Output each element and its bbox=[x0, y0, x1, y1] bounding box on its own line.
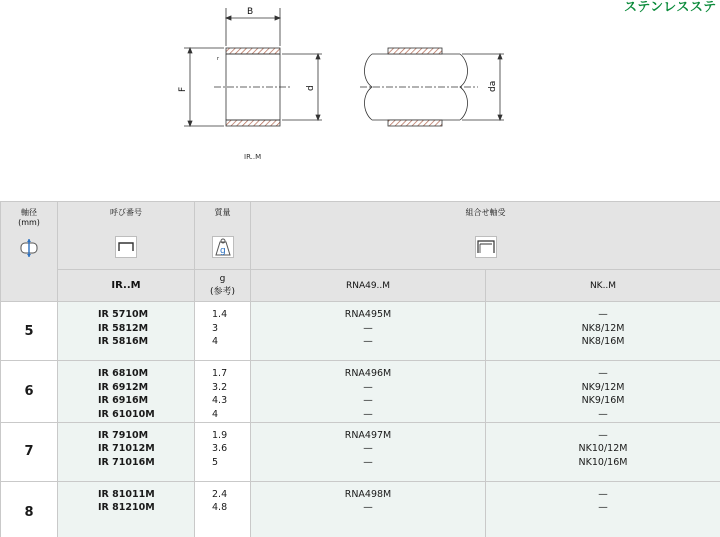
header-shaft-diameter bbox=[1, 202, 58, 302]
designation-value: IR 6916M bbox=[98, 395, 149, 407]
spec-table bbox=[0, 201, 720, 537]
mass-value: 2.4 bbox=[212, 488, 228, 500]
shaft-diameter-cell: 7 bbox=[1, 422, 58, 481]
nk-bearing-cell bbox=[486, 481, 720, 537]
designation-value: IR 81011M bbox=[98, 488, 155, 500]
header-combined-bearing bbox=[251, 202, 720, 270]
weight-icon bbox=[212, 236, 234, 258]
brand-text: ステンレスステ bbox=[624, 0, 717, 15]
nk-bearing-value: NK9/16M bbox=[581, 395, 625, 407]
header-designation-label: 呼び番号 bbox=[110, 208, 142, 217]
mass-value: 3.2 bbox=[212, 381, 228, 393]
subheader-designation: IR..M bbox=[58, 270, 195, 302]
header-mass bbox=[195, 202, 251, 270]
drawing-caption: IR..M bbox=[244, 153, 262, 161]
designation-value: IR 5812M bbox=[98, 322, 149, 334]
shaft-diameter-cell: 6 bbox=[1, 361, 58, 423]
nk-bearing-value: NK8/16M bbox=[581, 336, 625, 348]
rna-bearing-value: — bbox=[363, 457, 373, 469]
mass-cell bbox=[195, 302, 251, 361]
rna-bearing-cell bbox=[251, 302, 486, 361]
designation-cell bbox=[58, 302, 195, 361]
dim-da-label: da bbox=[488, 80, 498, 92]
dim-d-label: d bbox=[306, 85, 316, 91]
dim-f-label: F bbox=[178, 86, 188, 92]
designation-value: IR 71016M bbox=[98, 457, 155, 469]
designation-value: IR 71012M bbox=[98, 443, 155, 455]
header-shaft-label: 軸径 bbox=[21, 208, 37, 217]
table-row bbox=[1, 361, 720, 423]
header-shaft-unit: (mm) bbox=[18, 218, 40, 227]
nk-bearing-value: — bbox=[598, 502, 608, 514]
mass-cell bbox=[195, 481, 251, 537]
mass-value: 1.9 bbox=[212, 429, 228, 441]
designation-cell bbox=[58, 361, 195, 423]
nk-bearing-value: — bbox=[598, 368, 608, 379]
mass-value: 4 bbox=[212, 409, 219, 421]
nk-bearing-cell bbox=[486, 361, 720, 423]
rna-bearing-value: RNA497M bbox=[344, 429, 392, 441]
rna-bearing-value: — bbox=[363, 381, 373, 393]
shaft-diameter-cell: 8 bbox=[1, 481, 58, 537]
nk-bearing-value: NK8/12M bbox=[581, 322, 625, 334]
rna-bearing-cell bbox=[251, 422, 486, 481]
designation-value: IR 6912M bbox=[98, 381, 149, 393]
designation-cell bbox=[58, 481, 195, 537]
designation-value: IR 5816M bbox=[98, 336, 149, 348]
mass-value: 1.4 bbox=[212, 309, 228, 320]
rna-bearing-value: — bbox=[363, 409, 373, 421]
subheader-mass-note: (参考) bbox=[209, 287, 236, 297]
mass-cell bbox=[195, 422, 251, 481]
rna-bearing-value: RNA498M bbox=[344, 488, 392, 500]
mass-value: 4 bbox=[212, 336, 219, 348]
svg-text:g: g bbox=[219, 246, 226, 256]
shaft-diameter-icon bbox=[18, 237, 40, 259]
table-row bbox=[1, 422, 720, 481]
designation-value: IR 6810M bbox=[98, 368, 149, 379]
mass-value: 3.6 bbox=[212, 443, 228, 455]
subheader-mass bbox=[195, 270, 251, 302]
table-row bbox=[1, 302, 720, 361]
inner-ring-drawing bbox=[0, 0, 720, 200]
rna-bearing-cell bbox=[251, 361, 486, 423]
mass-value: 4.8 bbox=[212, 502, 228, 514]
mass-value: 5 bbox=[212, 457, 219, 469]
designation-value: IR 7910M bbox=[98, 429, 149, 441]
nk-bearing-cell bbox=[486, 302, 720, 361]
designation-value: IR 5710M bbox=[98, 309, 149, 320]
header-designation bbox=[58, 202, 195, 270]
table-row bbox=[1, 481, 720, 537]
rna-bearing-value: — bbox=[363, 502, 373, 514]
mass-cell bbox=[195, 361, 251, 423]
inner-ring-icon bbox=[115, 236, 137, 258]
nk-bearing-value: — bbox=[598, 488, 608, 500]
mass-value: 3 bbox=[212, 322, 219, 334]
subheader-mass-unit: g bbox=[219, 274, 226, 284]
nk-bearing-value: NK10/12M bbox=[578, 443, 628, 455]
designation-cell bbox=[58, 422, 195, 481]
header-mass-label: 質量 bbox=[214, 208, 231, 217]
nk-bearing-value: NK10/16M bbox=[578, 457, 628, 469]
rna-bearing-value: — bbox=[363, 395, 373, 407]
designation-value: IR 81210M bbox=[98, 502, 155, 514]
ring-section-view bbox=[184, 8, 322, 126]
nk-bearing-value: — bbox=[598, 429, 608, 441]
dim-b-label: B bbox=[247, 7, 254, 17]
ring-on-shaft-view bbox=[360, 48, 504, 126]
mass-value: 4.3 bbox=[212, 395, 228, 407]
needle-bearing-icon bbox=[475, 236, 497, 258]
subheader-rna: RNA49..M bbox=[251, 270, 486, 302]
rna-bearing-cell bbox=[251, 481, 486, 537]
rna-bearing-value: — bbox=[363, 443, 373, 455]
nk-bearing-value: NK9/12M bbox=[581, 381, 625, 393]
shaft-diameter-cell: 5 bbox=[1, 302, 58, 361]
subheader-nk: NK..M bbox=[486, 270, 720, 302]
nk-bearing-value: — bbox=[598, 409, 608, 421]
dim-r-label: r bbox=[217, 56, 220, 62]
nk-bearing-cell bbox=[486, 422, 720, 481]
designation-value: IR 61010M bbox=[98, 409, 155, 421]
rna-bearing-value: RNA495M bbox=[344, 309, 392, 320]
rna-bearing-value: RNA496M bbox=[344, 368, 392, 379]
nk-bearing-value: — bbox=[598, 309, 608, 320]
header-combined-label: 組合せ軸受 bbox=[465, 208, 506, 217]
rna-bearing-value: — bbox=[363, 336, 373, 348]
rna-bearing-value: — bbox=[363, 322, 373, 334]
mass-value: 1.7 bbox=[212, 368, 228, 379]
